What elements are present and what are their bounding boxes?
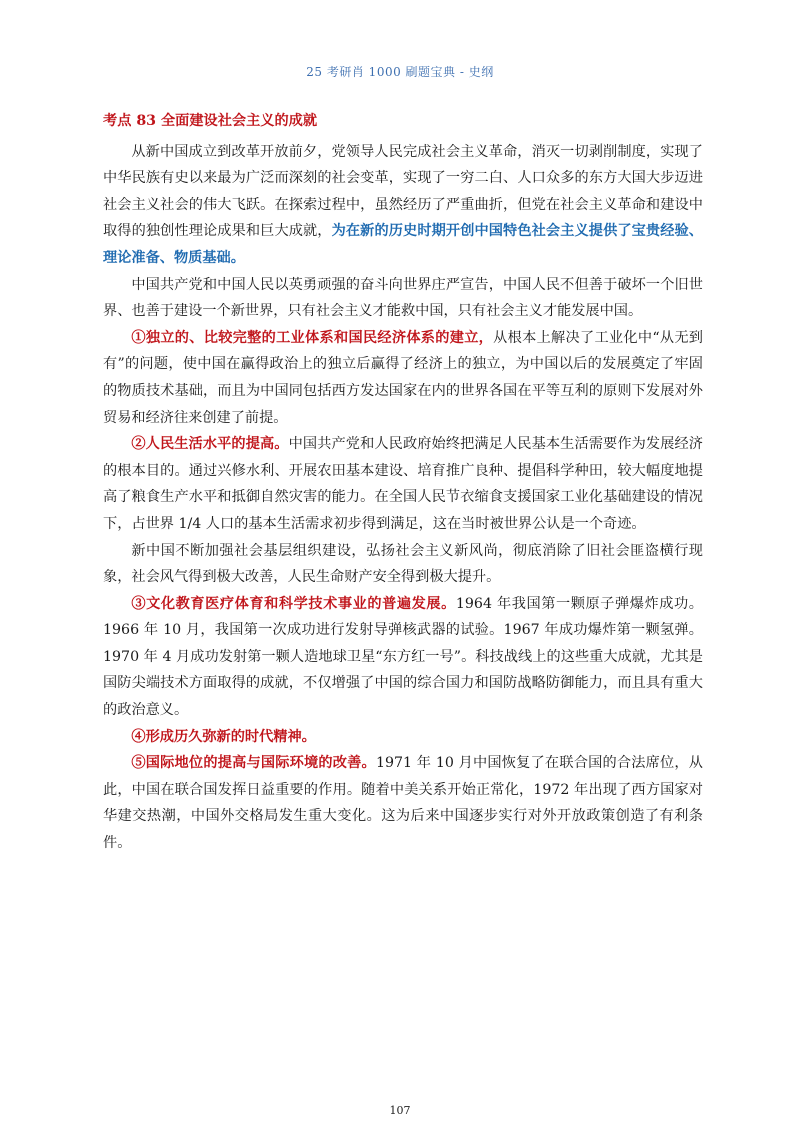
achievement-3-text: 1964 年我国第一颗原子弹爆炸成功。1966 年 10 月，我国第一次成功进行发射导弹核武器的试验。1967 年成功爆炸第一颗氢弹。1970 年 4 月成功发射第一颗人造地球卫星“东方红一号”。科技战线上的这些重大成就，尤其是国防尖端技术方面取得的成就，不仅增强了中国的综合国力和国防战略防御能力，而且具有重大的政治意义。	[103, 595, 703, 719]
paragraph-intro	[103, 139, 703, 272]
paragraph-achievement-1	[103, 325, 703, 431]
achievement-5-heading: ⑤国际地位的提高与国际环境的改善。	[131, 755, 376, 772]
paragraph-achievement-5	[103, 750, 703, 856]
paragraph-achievement-3	[103, 591, 703, 724]
achievement-1-heading: ①独立的、比较完整的工业体系和国民经济体系的建立，	[131, 329, 494, 346]
achievement-3-heading: ③文化教育医疗体育和科学技术事业的普遍发展。	[131, 595, 456, 612]
achievement-4-heading: ④形成历久弥新的时代精神。	[131, 728, 316, 745]
paragraph-declaration: 中国共产党和中国人民以英勇顽强的奋斗向世界庄严宣告，中国人民不但善于破坏一个旧世界、也善于建设一个新世界，只有社会主义才能救中国，只有社会主义才能发展中国。	[103, 276, 703, 320]
paragraph-achievement-4	[103, 724, 703, 751]
paragraph-intro-text: 从新中国成立到改革开放前夕，党领导人民完成社会主义革命，消灭一切剥削制度，实现了中华民族有史以来最为广泛而深刻的社会变革，实现了一穷二白、人口众多的东方大国大步迈进社会主义社会的伟大飞跃。在探索过程中，虽然经历了严重曲折，但党在社会主义革命和建设中取得的独创性理论成果和巨大成就，	[103, 143, 703, 240]
achievement-1-text: 从根本上解决了工业化中“从无到有”的问题，使中国在赢得政治上的独立后赢得了经济上的独立，为中国以后的发展奠定了牢固的物质技术基础，而且为中国同包括西方发达国家在内的世界各国在平等互利的原则下发展对外贸易和经济往来创建了前提。	[103, 329, 703, 426]
achievement-2-heading: ②人民生活水平的提高。	[131, 436, 289, 453]
paragraph-intro-highlight: 为在新的历史时期开创中国特色社会主义提供了宝贵经验、理论准备、物质基础。	[103, 223, 703, 266]
achievement-2-text: 中国共产党和人民政府始终把满足人民基本生活需要作为发展经济的根本目的。通过兴修水利、开展农田基本建设、培育推广良种、提倡科学种田，较大幅度地提高了粮食生产水平和抵御自然灾害的能力。在全国人民节衣缩食支援国家工业化基础建设的情况下，占世界 1/4 人口的基本生活需求初步得到满足，这在当时被世界公认是一个奇迹。	[103, 436, 703, 532]
page-header: 25 考研肖 1000 刷题宝典 - 史纲	[306, 65, 494, 79]
achievement-5-text: 1971 年 10 月中国恢复了在联合国的合法席位，从此，中国在联合国发挥日益重要的作用。随着中美关系开始正常化，1972 年出现了西方国家对华建交热潮，中国外交格局发生重大变化。这为后来中国逐步实行对外开放政策创造了有利条件。	[103, 755, 703, 852]
document-body	[103, 108, 703, 857]
section-title: 考点 83 全面建设社会主义的成就	[103, 113, 318, 129]
page-number: 107	[389, 1104, 411, 1117]
paragraph-social-order: 新中国不断加强社会基层组织建设，弘扬社会主义新风尚，彻底消除了旧社会匪盗横行现象，社会风气得到极大改善，人民生命财产安全得到极大提升。	[103, 542, 703, 586]
paragraph-achievement-2	[103, 431, 703, 537]
